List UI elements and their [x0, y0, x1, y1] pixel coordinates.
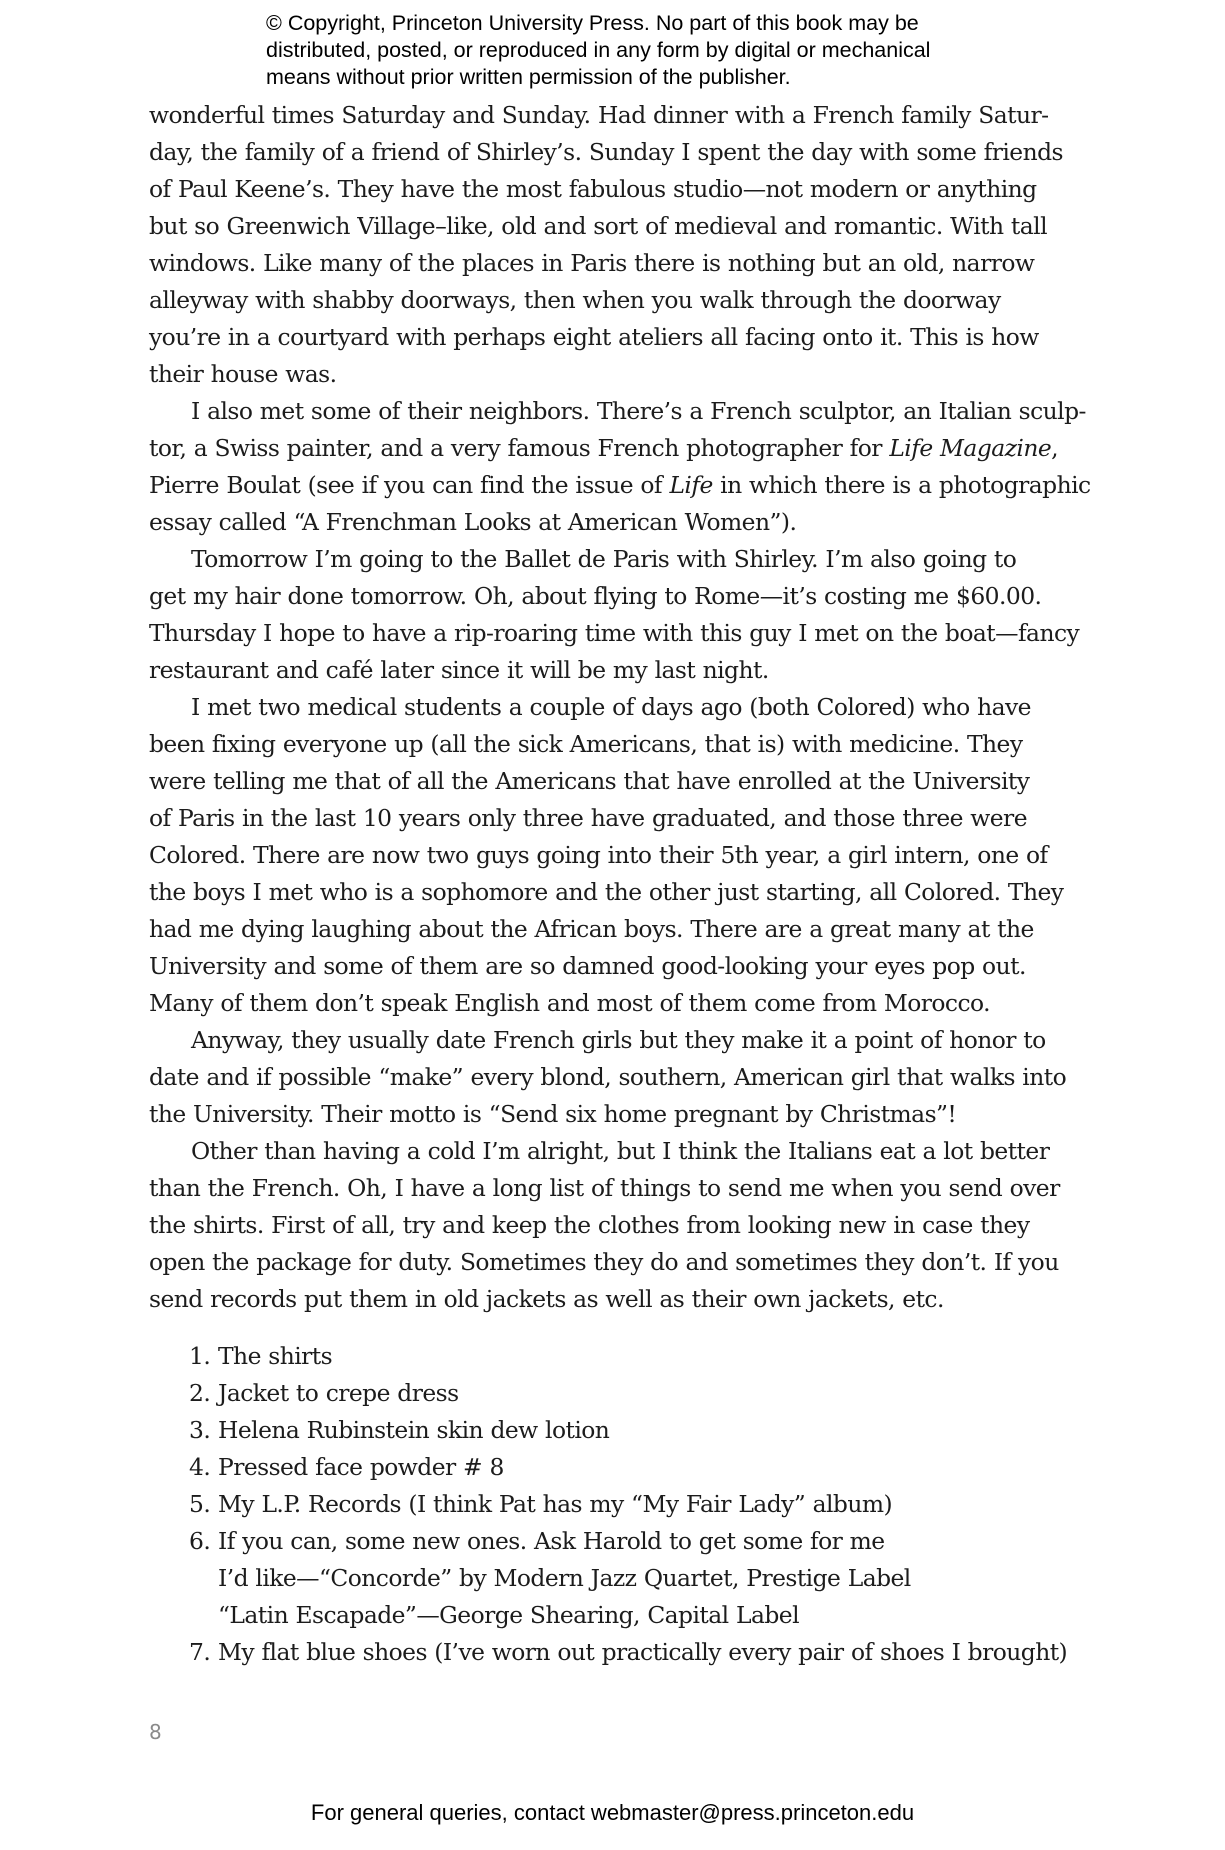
- text-line: Thursday I hope to have a rip-roaring time with this guy I met on the boat—fancy: [149, 619, 1080, 647]
- list-number: 6.: [189, 1527, 211, 1555]
- list-number: 1.: [189, 1342, 211, 1370]
- text-line: the boys I met who is a sophomore and the other just starting, all Colored. They: [149, 878, 1064, 906]
- text-line: Tomorrow I’m going to the Ballet de Paris with Shirley. I’m also going to: [191, 545, 1017, 573]
- text-line: I met two medical students a couple of days ago (both Colored) who have: [191, 693, 1031, 721]
- text-line: I also met some of their neighbors. There’s a French sculptor, an Italian sculp-: [191, 397, 1086, 425]
- text-line: [149, 430, 1059, 467]
- text-line: [149, 467, 1091, 504]
- text-line: University and some of them are so damned good-looking your eyes pop out.: [149, 952, 1026, 980]
- copyright-line: distributed, posted, or reproduced in any form by digital or mechanical: [266, 38, 931, 62]
- text-line: Other than having a cold I’m alright, but I think the Italians eat a lot better: [191, 1137, 1050, 1165]
- text-line: Colored. There are now two guys going into their 5th year, a girl intern, one of: [149, 841, 1048, 869]
- text-line: send records put them in old jackets as well as their own jackets, etc.: [149, 1285, 944, 1313]
- text-line: open the package for duty. Sometimes they do and sometimes they don’t. If you: [149, 1248, 1059, 1276]
- list-number: 2.: [189, 1379, 211, 1407]
- italic-title: Life Magazine: [889, 434, 1052, 462]
- text-line: the University. Their motto is “Send six home pregnant by Christmas”!: [149, 1100, 957, 1128]
- list-text: My L.P. Records (I think Pat has my “My Fair Lady” album): [218, 1490, 893, 1518]
- footer-contact: For general queries, contact webmaster@press.princeton.edu: [310, 1800, 915, 1825]
- list-item: [149, 1338, 1059, 1375]
- list-text: My flat blue shoes (I’ve worn out practically every pair of shoes I brought): [218, 1638, 1068, 1666]
- shopping-list: [149, 1338, 1068, 1671]
- list-item: [149, 1412, 1059, 1449]
- list-item: [149, 1486, 1059, 1523]
- text-line: were telling me that of all the Americans that have enrolled at the University: [149, 767, 1030, 795]
- list-continuation: I’d like—“Concorde” by Modern Jazz Quartet, Prestige Label: [218, 1564, 911, 1592]
- copyright-line: © Copyright, Princeton University Press. No part of this book may be: [266, 11, 919, 35]
- text-line: you’re in a courtyard with perhaps eight ateliers all facing onto it. This is how: [149, 323, 1039, 351]
- list-number: 3.: [189, 1416, 211, 1444]
- list-text: The shirts: [218, 1342, 333, 1370]
- text-line: their house was.: [149, 360, 337, 388]
- text-run: Pierre Boulat (see if you can find the issue of: [149, 471, 670, 499]
- list-text: Pressed face powder # 8: [218, 1453, 504, 1481]
- list-text: If you can, some new ones. Ask Harold to get some for me: [218, 1527, 885, 1555]
- list-number: 7.: [189, 1638, 211, 1666]
- text-line: restaurant and café later since it will be my last night.: [149, 656, 769, 684]
- list-number: 4.: [189, 1453, 211, 1481]
- text-line: Many of them don’t speak English and most of them come from Morocco.: [149, 989, 991, 1017]
- text-line: get my hair done tomorrow. Oh, about flying to Rome—it’s costing me $60.00.: [149, 582, 1042, 610]
- text-run: tor, a Swiss painter, and a very famous French photographer for: [149, 434, 890, 462]
- copyright-line: means without prior written permission of the publisher.: [266, 65, 791, 89]
- list-item: [149, 1375, 1059, 1412]
- text-line: wonderful times Saturday and Sunday. Had dinner with a French family Satur-: [149, 101, 1049, 129]
- italic-title: Life: [669, 471, 713, 499]
- text-line: Anyway, they usually date French girls but they make it a point of honor to: [191, 1026, 1046, 1054]
- text-line: windows. Like many of the places in Paris there is nothing but an old, narrow: [149, 249, 1035, 277]
- text-line: than the French. Oh, I have a long list of things to send me when you send over: [149, 1174, 1060, 1202]
- copyright-notice: [266, 10, 1026, 91]
- page-number: 8: [149, 1720, 162, 1744]
- text-line: essay called “A Frenchman Looks at American Women”).: [149, 508, 797, 536]
- list-text: Helena Rubinstein skin dew lotion: [218, 1416, 610, 1444]
- text-line: the shirts. First of all, try and keep the clothes from looking new in case they: [149, 1211, 1030, 1239]
- list-item: [149, 1634, 1068, 1671]
- body-text: [149, 97, 1091, 1318]
- list-text: Jacket to crepe dress: [218, 1379, 459, 1407]
- text-line: had me dying laughing about the African boys. There are a great many at the: [149, 915, 1034, 943]
- list-item: [149, 1523, 1059, 1560]
- text-line: date and if possible “make” every blond, southern, American girl that walks into: [149, 1063, 1067, 1091]
- text-line: but so Greenwich Village–like, old and sort of medieval and romantic. With tall: [149, 212, 1047, 240]
- list-number: 5.: [189, 1490, 211, 1518]
- text-run: in which there is a photographic: [712, 471, 1091, 499]
- list-item: [149, 1449, 1059, 1486]
- text-line: of Paris in the last 10 years only three have graduated, and those three were: [149, 804, 1027, 832]
- text-line: day, the family of a friend of Shirley’s. Sunday I spent the day with some friends: [149, 138, 1063, 166]
- list-continuation: “Latin Escapade”—George Shearing, Capital Label: [218, 1601, 799, 1629]
- text-line: alleyway with shabby doorways, then when you walk through the doorway: [149, 286, 1001, 314]
- text-line: been fixing everyone up (all the sick Americans, that is) with medicine. They: [149, 730, 1023, 758]
- text-run: ,: [1051, 434, 1059, 462]
- text-line: of Paul Keene’s. They have the most fabulous studio—not modern or anything: [149, 175, 1037, 203]
